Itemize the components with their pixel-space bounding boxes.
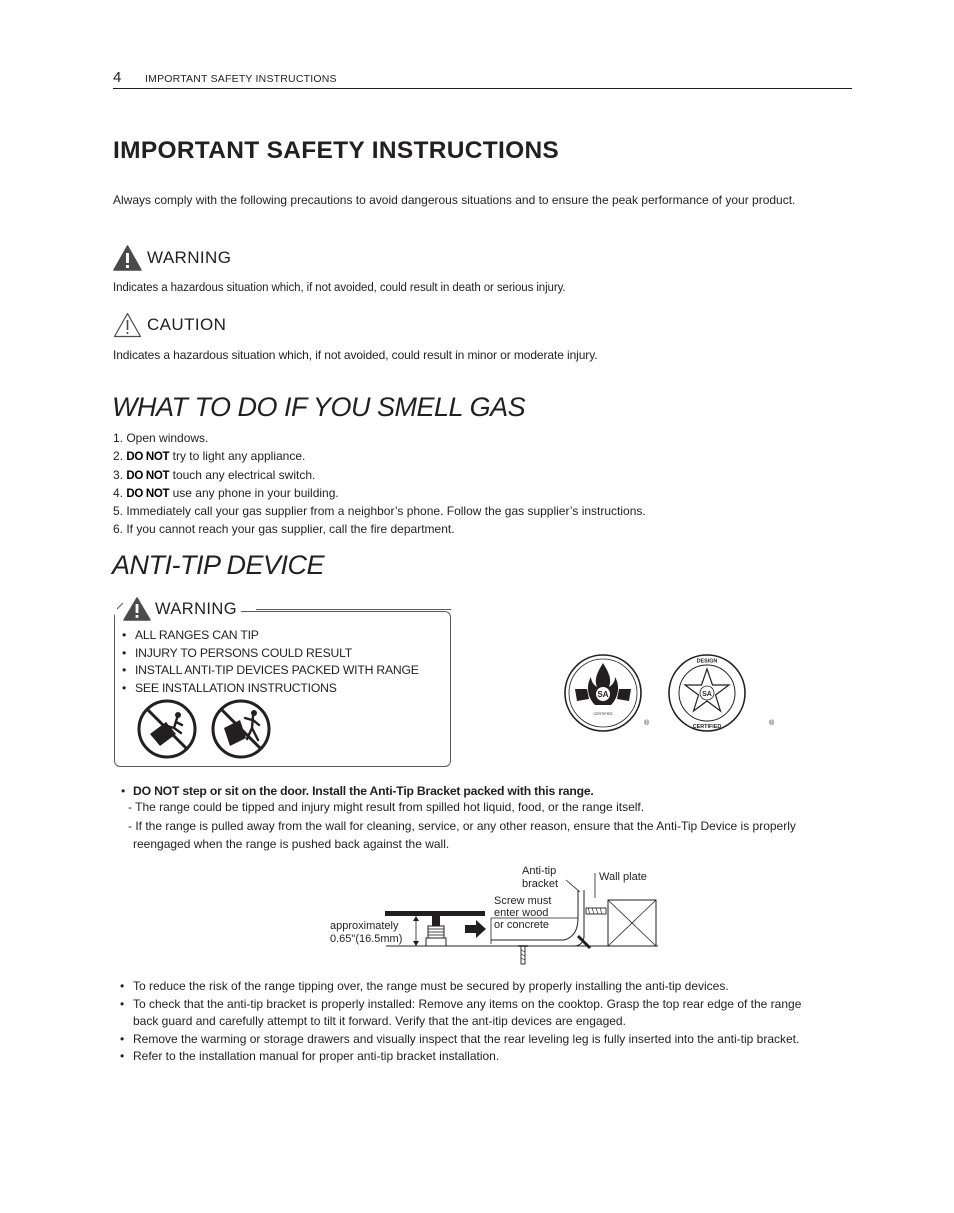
header-section-title: IMPORTANT SAFETY INSTRUCTIONS — [145, 73, 337, 85]
svg-text:approximately: approximately — [330, 920, 399, 932]
svg-text:Anti-tip: Anti-tip — [522, 865, 557, 877]
list-item: • ALL RANGES CAN TIP — [122, 628, 259, 642]
svg-text:®: ® — [644, 720, 650, 727]
caution-label: CAUTION — [147, 315, 227, 334]
door-warning-bullet: • DO NOT step or sit on the door. Install the Anti-Tip Bracket packed with this range. — [121, 784, 594, 798]
list-item: 3. DO NOT touch any electrical switch. — [113, 467, 316, 482]
svg-text:enter wood: enter wood — [494, 907, 549, 919]
antitip-instructions-list — [120, 978, 820, 1066]
list-item: 2. DO NOT try to light any appliance. — [113, 449, 306, 464]
svg-text:SA: SA — [597, 690, 609, 699]
list-item: 4. DO NOT use any phone in your building. — [113, 485, 339, 500]
list-item: • Remove the warming or storage drawers and visually inspect that the rear leveling leg is fully inserted into the anti-tip bracket. — [120, 1031, 820, 1049]
list-item: • To check that the anti-tip bracket is properly installed: Remove any items on the cooktop. Grasp the top rear edge of the range back guard and carefully attempt to tilt it forward. Verify that the ant-itip devices are engaged. — [120, 996, 820, 1031]
svg-text:Screw must: Screw must — [494, 895, 552, 907]
sub-item-continuation: reengaged when the range is pushed back against the wall. — [133, 837, 450, 851]
sub-item: - The range could be tipped and injury might result from spilled hot liquid, food, or the range itself. — [128, 800, 645, 814]
intro-text: Always comply with the following precautions to avoid dangerous situations and to ensure the peak performance of your product. — [113, 193, 796, 207]
antitip-warning-heading — [115, 597, 241, 621]
svg-text:0.65"(16.5mm): 0.65"(16.5mm) — [330, 933, 403, 945]
warning-label: WARNING — [147, 248, 232, 267]
antitip-section-title: ANTI-TIP DEVICE — [112, 550, 325, 580]
list-item: • INJURY TO PERSONS COULD RESULT — [122, 645, 353, 660]
warning-filled-icon — [117, 597, 151, 621]
page-title: IMPORTANT SAFETY INSTRUCTIONS — [113, 137, 560, 164]
running-header — [113, 70, 852, 89]
box-top-border — [256, 609, 451, 610]
list-item: 1. Open windows. — [113, 431, 209, 445]
warning-heading — [113, 245, 231, 271]
antitip-warning-label: WARNING — [155, 600, 237, 618]
antitip-warning-list — [122, 627, 419, 697]
svg-text:bracket: bracket — [522, 878, 559, 890]
svg-text:®: ® — [769, 720, 775, 727]
page-number: 4 — [113, 69, 122, 86]
caution-heading — [113, 312, 226, 338]
no-sitting-on-door-icon — [136, 698, 198, 760]
caution-outline-icon — [113, 312, 142, 338]
sub-item: - If the range is pulled away from the wall for cleaning, service, or any other reason, ensure that the Anti-Tip Device is properly — [128, 819, 796, 833]
svg-text:Wall plate: Wall plate — [599, 871, 647, 883]
csa-certified-mark — [563, 653, 653, 733]
no-stepping-on-door-icon — [210, 698, 272, 760]
warning-filled-icon — [113, 245, 142, 271]
gas-steps-list — [113, 430, 646, 540]
svg-text:SA: SA — [702, 691, 712, 698]
warning-description: Indicates a hazardous situation which, if not avoided, could result in death or serious injury. — [113, 282, 566, 294]
gas-section-title: WHAT TO DO IF YOU SMELL GAS — [112, 392, 526, 422]
list-item: • SEE INSTALLATION INSTRUCTIONS — [122, 680, 337, 695]
svg-text:DESIGN: DESIGN — [696, 658, 718, 665]
svg-text:CERTIFIED: CERTIFIED — [593, 712, 613, 716]
list-item: • INSTALL ANTI-TIP DEVICES PACKED WITH RANGE — [122, 663, 419, 677]
design-certified-mark — [667, 653, 782, 733]
caution-description: Indicates a hazardous situation which, if not avoided, could result in minor or moderate injury. — [113, 348, 598, 362]
list-item: • Refer to the installation manual for proper anti-tip bracket installation. — [120, 1048, 820, 1066]
list-item: • To reduce the risk of the range tipping over, the range must be secured by properly installing the anti-tip devices. — [120, 978, 820, 996]
svg-text:or concrete: or concrete — [494, 919, 550, 931]
list-item: 5. Immediately call your gas supplier from a neighbor’s phone. Follow the gas supplier’s instructions. — [113, 504, 646, 519]
list-item: 6. If you cannot reach your gas supplier, call the fire department. — [113, 522, 455, 537]
anti-tip-bracket-diagram — [328, 862, 660, 972]
svg-text:CERTIFIED: CERTIFIED — [692, 724, 722, 730]
